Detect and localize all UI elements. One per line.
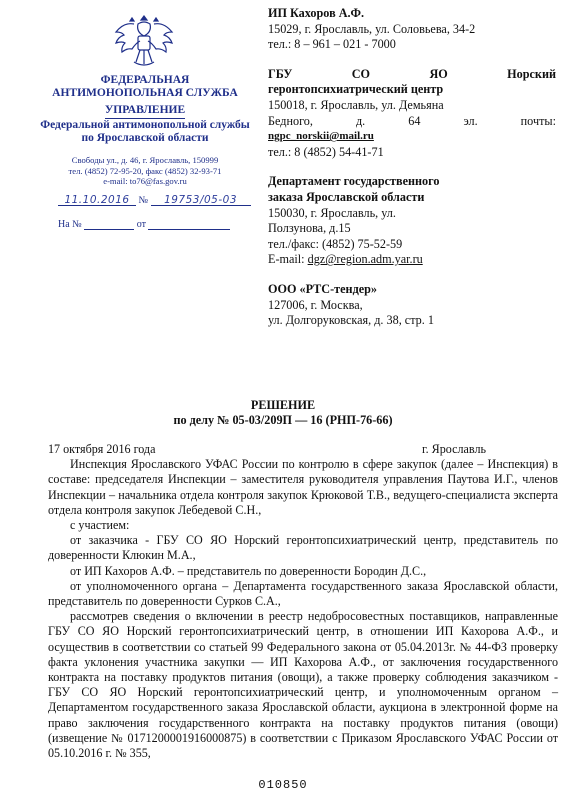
agency-name xyxy=(20,74,270,100)
decision-subtitle: по делу № 05-03/209П — 16 (РНП-76-66) xyxy=(173,413,393,427)
recipient-address-line-2: Бедного, д. 64 эл. почты: xyxy=(268,113,556,128)
recipient-department xyxy=(268,174,556,268)
recipient-phone: тел.: 8 (4852) 54-41-71 xyxy=(268,144,384,159)
decision-title: РЕШЕНИЕ xyxy=(250,398,316,412)
recipient-name-line-1: Департамент государственного xyxy=(268,174,440,189)
decision-body xyxy=(48,442,558,761)
registration-number: 19753/05-03 xyxy=(164,194,238,206)
recipient-address-line-2: Ползунова, д.15 xyxy=(268,221,351,236)
paragraph-authority-rep: от уполномоченного органа – Департамента государственного заказа Ярославской области, представитель по доверенности Сурков С.А., xyxy=(48,578,558,609)
paragraph-participants-intro: с участием: xyxy=(70,518,130,533)
recipient-address: 15029, г. Ярославль, ул. Соловьева, 34-2 xyxy=(268,21,476,36)
recipient-name-line-2: заказа Ярославской области xyxy=(268,189,425,204)
recipient-phone: тел./факс: (4852) 75-52-59 xyxy=(268,236,403,251)
sender-phone: тел. (4852) 72-95-20, факс (4852) 32-93-71 xyxy=(68,165,222,176)
coat-of-arms-icon xyxy=(112,10,176,72)
recipient-name-line-2: геронтопсихиатрический центр xyxy=(268,82,444,97)
recipient-operator xyxy=(268,282,556,329)
email-label: E-mail: xyxy=(268,252,305,267)
department-name xyxy=(20,104,270,145)
agency-line-2: АНТИМОНОПОЛЬНАЯ СЛУЖБА xyxy=(52,87,238,99)
reference-line xyxy=(58,218,270,230)
agency-line-1: ФЕДЕРАЛЬНАЯ xyxy=(100,74,190,86)
recipient-customer xyxy=(268,67,556,161)
document-serial-number: 010850 xyxy=(258,778,308,792)
sender-contacts xyxy=(20,155,270,187)
recipient-entrepreneur xyxy=(268,6,556,53)
recipient-name: ИП Кахоров А.Ф. xyxy=(268,6,365,20)
reference-from-label: от xyxy=(136,219,146,230)
recipients-block xyxy=(268,6,556,343)
paragraph-considering: рассмотрев сведения о включении в реестр недобросовестных поставщиков, направленные ГБУ СО ЯО Норский геронтопсихиатрический центр, в отношении ИП Кахорова А.Ф., и осуществив в соответствии со статьей 99 Федерального закона от 05.04.2013г. № 44-ФЗ проверку факта уклонения участника закупки — ИП Кахорова А.Ф., от заключения государственного контракта на поставку продуктов питания (овощи), а также проверку соблюдения заказчиком - ГБУ СО ЯО Норский геронтопсихиатрический центр, и уполномоченным органом – Департаментом государственного заказа Ярославской области, аукциона в электронной форме на право заключения государственного контракта на поставку продуктов питания (овощи) (извещение № 0171200001916000875) в соответствии с Приказом Ярославского УФАС России от 05.10.2016 г. № 355, xyxy=(48,609,558,761)
recipient-address-line-1: 127006, г. Москва, xyxy=(268,297,363,312)
recipient-address-line-1: 150018, г. Ярославль, ул. Демьяна xyxy=(268,97,444,112)
sender-email: e-mail: to76@fas.gov.ru xyxy=(103,176,187,186)
department-line-2: Федеральной антимонопольной службы xyxy=(40,119,250,131)
recipient-email-link[interactable]: dgz@region.adm.yar.ru xyxy=(307,252,423,267)
registration-line xyxy=(58,194,270,206)
recipient-address-line-1: 150030, г. Ярославль, ул. xyxy=(268,205,396,220)
department-line-3: по Ярославской области xyxy=(81,132,209,144)
registration-date: 11.10.2016 xyxy=(64,194,130,206)
paragraph-inspection: Инспекция Ярославского УФАС России по контролю в сфере закупок (далее – Инспекция) в составе: председателя Инспекции – заместителя руководителя управления Паутова И.Г., членов Инспекции – начальника отдела контроля закупок Крюковой Т.В., ведущего-специалиста эксперта отдела контроля закупок Лебедевой С.Н., xyxy=(48,457,558,517)
reference-label: На № xyxy=(58,219,82,230)
decision-city: г. Ярославль xyxy=(422,442,486,456)
recipient-address-line-2: ул. Долгоруковская, д. 38, стр. 1 xyxy=(268,313,434,328)
recipient-name: ООО «РТС-тендер» xyxy=(268,281,378,296)
recipient-email-line xyxy=(268,252,556,268)
department-line-1: УПРАВЛЕНИЕ xyxy=(105,104,185,119)
recipient-phone: тел.: 8 – 961 – 021 - 7000 xyxy=(268,37,396,52)
paragraph-entrepreneur-rep: от ИП Кахоров А.Ф. – представитель по доверенности Бородин Д.С., xyxy=(70,563,427,578)
decision-date: 17 октября 2016 года xyxy=(48,442,156,456)
recipient-name-line-1: ГБУ СО ЯО Норский xyxy=(268,66,556,81)
sender-address: Свободы ул., д. 46, г. Ярославль, 150999 xyxy=(71,155,219,165)
date-city-row xyxy=(48,442,558,457)
paragraph-customer-rep: от заказчика - ГБУ СО ЯО Норский геронтопсихиатрический центр, представитель по доверенности Клюкин М.А., xyxy=(48,533,558,563)
recipient-mail-link[interactable]: ngpc_norskii@mail.ru xyxy=(268,130,374,143)
registration-number-label: № xyxy=(138,195,149,206)
